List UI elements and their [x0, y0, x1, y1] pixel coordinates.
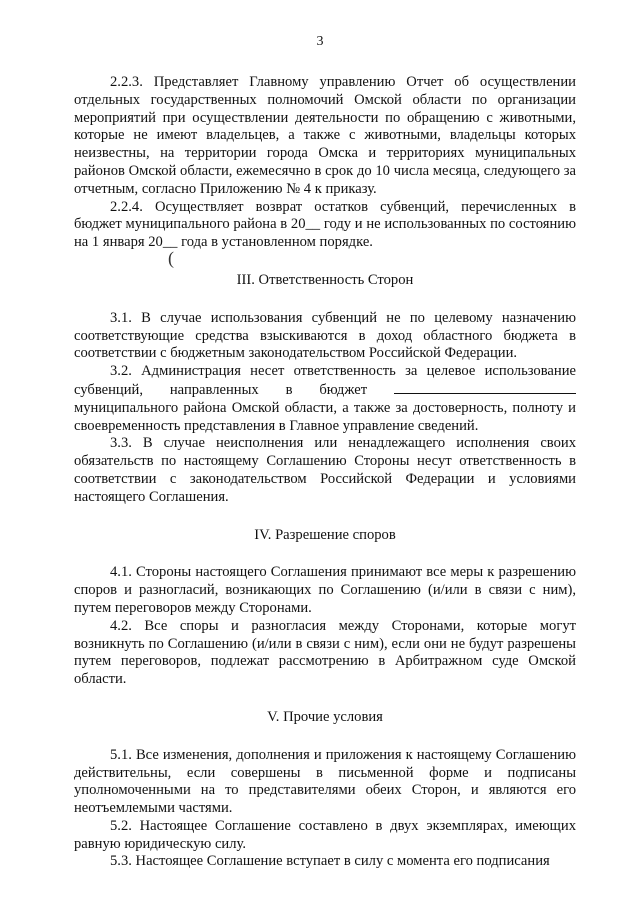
- paragraph-3-2: [74, 363, 576, 435]
- paragraph-3-3: 3.3. В случае неисполнения или ненадлежащего исполнения своих обязательств по настоящему Соглашению Стороны несут ответственность в соответствии с законодательством Российской Федерации и условиями настоящего Соглашения.: [74, 435, 576, 505]
- paragraph-3-2-end: муниципального района Омской области, а также за достоверность, полноту и своевременность представления в Главное управление сведений.: [74, 399, 576, 434]
- stray-pen-mark: (: [168, 248, 174, 268]
- paragraph-3-2-start: 3.2. Администрация несет ответственность за целевое использование субвенций, направленных в бюджет: [74, 363, 576, 398]
- paragraph-4-1: 4.1. Стороны настоящего Соглашения принимают все меры к разрешению споров и разногласий, возникающих по Соглашению (и/или в связи с ним), путем переговоров между Сторонами.: [74, 564, 576, 616]
- paragraph-5-3: 5.3. Настоящее Соглашение вступает в силу с момента его подписания: [110, 853, 550, 870]
- page-number: 3: [316, 34, 324, 49]
- paragraph-2-2-4: 2.2.4. Осуществляет возврат остатков субвенций, перечисленных в бюджет муниципального района в 20__ году и не использованных по состоянию на 1 января 20__ года в установленном порядке.: [74, 198, 576, 251]
- section-heading-3: III. Ответственность Сторон: [236, 271, 414, 288]
- section-heading-4: IV. Разрешение споров: [254, 526, 396, 543]
- paragraph-5-2: 5.2. Настоящее Соглашение составлено в двух экземплярах, имеющих равную юридическую силу.: [74, 817, 576, 852]
- section-heading-5: V. Прочие условия: [267, 708, 383, 725]
- paragraph-3-1: 3.1. В случае использования субвенций не по целевому назначению соответствующие средства взыскиваются в доход областного бюджета в соответствии с бюджетным законодательством Российской Федерации.: [74, 309, 576, 362]
- paragraph-4-2: 4.2. Все споры и разногласия между Сторонами, которые могут возникнуть по Соглашению (и/или в связи с ним), если они не будут разрешены путем переговоров, подлежат рассмотрению в Арбитражном суде Омской области.: [74, 617, 576, 688]
- document-body: [74, 74, 576, 871]
- budget-blank-line: [394, 381, 576, 394]
- paragraph-5-1: 5.1. Все изменения, дополнения и приложения к настоящему Соглашению действительны, если совершены в письменной форме и подписаны уполномоченными на то представителями обеих Сторон, и являются его неотъемлемыми частями.: [74, 746, 576, 817]
- paragraph-2-2-3: 2.2.3. Представляет Главному управлению Отчет об осуществлении отдельных государственных полномочий Омской области по организации мероприятий при осуществлении деятельности по обращению с животными, которые не имеют владельцев, а также с животными, владельцы которых неизвестны, на территории города Омска и территориях муниципальных районов Омской области, ежемесячно в срок до 10 числа месяца, следующего за отчетным, согласно Приложению № 4 к приказу.: [74, 74, 576, 197]
